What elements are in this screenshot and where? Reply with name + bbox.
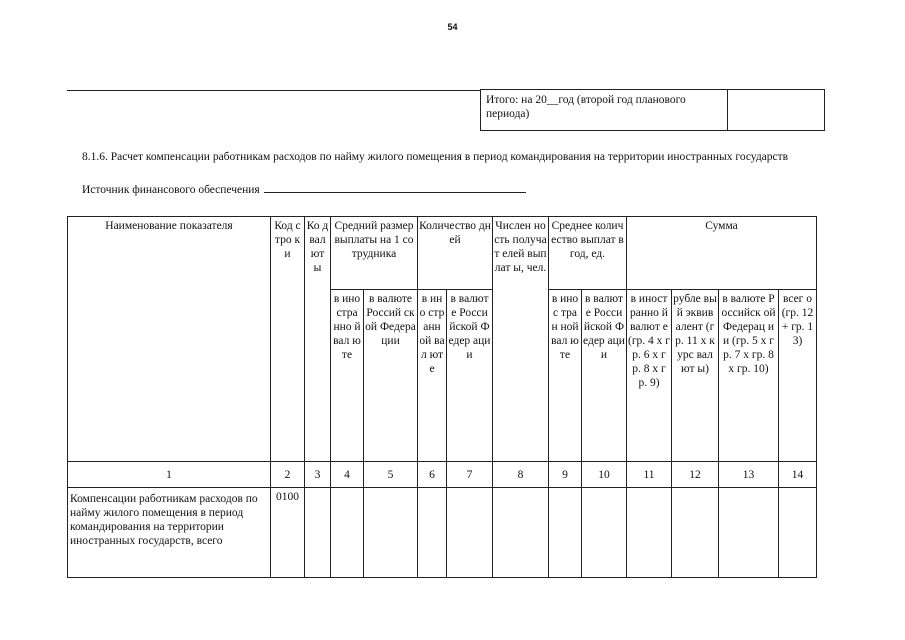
column-number: 2 <box>271 462 305 488</box>
header-currency-code: Ко д вал ют ы <box>305 217 331 462</box>
cell-8[interactable] <box>493 488 549 578</box>
cell-11[interactable] <box>627 488 672 578</box>
subheader-avg-foreign-currency: в ино стра нно й вал юте <box>331 290 364 462</box>
column-number: 13 <box>719 462 779 488</box>
row-code: 0100 <box>271 488 305 578</box>
funding-source-blank-line <box>264 182 526 193</box>
column-number: 14 <box>779 462 817 488</box>
column-number: 1 <box>68 462 271 488</box>
cell-12[interactable] <box>672 488 719 578</box>
header-days-count: Количество дней <box>418 217 493 290</box>
column-number: 6 <box>418 462 447 488</box>
cell-3[interactable] <box>305 488 331 578</box>
column-number: 9 <box>549 462 582 488</box>
subheader-sum-rub-equivalent: рубле вый эквив алент (гр. 11 х курс валют ы) <box>672 290 719 462</box>
header-avg-payments-per-year: Среднее количество выплат в год, ед. <box>549 217 627 290</box>
column-number: 4 <box>331 462 364 488</box>
subheader-sum-total: всег о (гр. 12 + гр. 13) <box>779 290 817 462</box>
funding-source-label: Источник финансового обеспечения <box>82 184 260 196</box>
page-number: 54 <box>447 22 458 32</box>
cell-7[interactable] <box>447 488 493 578</box>
subheader-days-foreign: в ино стр анн ой вал юте <box>418 290 447 462</box>
cell-4[interactable] <box>331 488 364 578</box>
header-name: Наименование показателя <box>68 217 271 462</box>
column-number: 11 <box>627 462 672 488</box>
column-number: 3 <box>305 462 331 488</box>
subheader-count-foreign: в инос тран ной вал юте <box>549 290 582 462</box>
itogo-value-cell <box>728 90 825 131</box>
cell-14[interactable] <box>779 488 817 578</box>
subheader-days-rub: в валют е Росси йской Федер ации <box>447 290 493 462</box>
itogo-label: Итого: на 20__год (второй год планового периода) <box>481 90 728 131</box>
subheader-count-rub: в валют е Росси йской Федер ации <box>582 290 627 462</box>
subheader-sum-rub: в валюте Российск ой Федерац ии (гр. 5 х гр. 7 х гр. 8 х гр. 10) <box>719 290 779 462</box>
cell-9[interactable] <box>549 488 582 578</box>
header-avg-payment: Средний размер выплаты на 1 сотрудника <box>331 217 418 290</box>
cell-5[interactable] <box>364 488 418 578</box>
header-sum: Сумма <box>627 217 817 290</box>
column-number: 10 <box>582 462 627 488</box>
funding-source <box>82 182 526 197</box>
section-heading <box>67 150 845 164</box>
column-number: 8 <box>493 462 549 488</box>
section-title: 8.1.6. Расчет компенсации работникам расходов по найму жилого помещения в период командирования на территории иностранных государств <box>82 151 789 163</box>
cell-13[interactable] <box>719 488 779 578</box>
table-row <box>68 488 817 578</box>
cell-6[interactable] <box>418 488 447 578</box>
cell-10[interactable] <box>582 488 627 578</box>
header-recipients: Числен ность получат елей выплат ы, чел. <box>493 217 549 462</box>
subheader-sum-foreign: в иност ранно й валют е (гр. 4 х гр. 6 х гр. 8 х гр. 9) <box>627 290 672 462</box>
row-label: Компенсации работникам расходов по найму жилого помещения в период командирования на территории иностранных государств, всего <box>68 488 271 578</box>
column-number: 7 <box>447 462 493 488</box>
column-number: 12 <box>672 462 719 488</box>
top-rule <box>67 90 480 91</box>
subheader-avg-rub-currency: в валюте Россий ской Федера ции <box>364 290 418 462</box>
column-number: 5 <box>364 462 418 488</box>
calculation-table <box>67 216 817 578</box>
itogo-table <box>480 89 825 131</box>
header-code: Код стро ки <box>271 217 305 462</box>
